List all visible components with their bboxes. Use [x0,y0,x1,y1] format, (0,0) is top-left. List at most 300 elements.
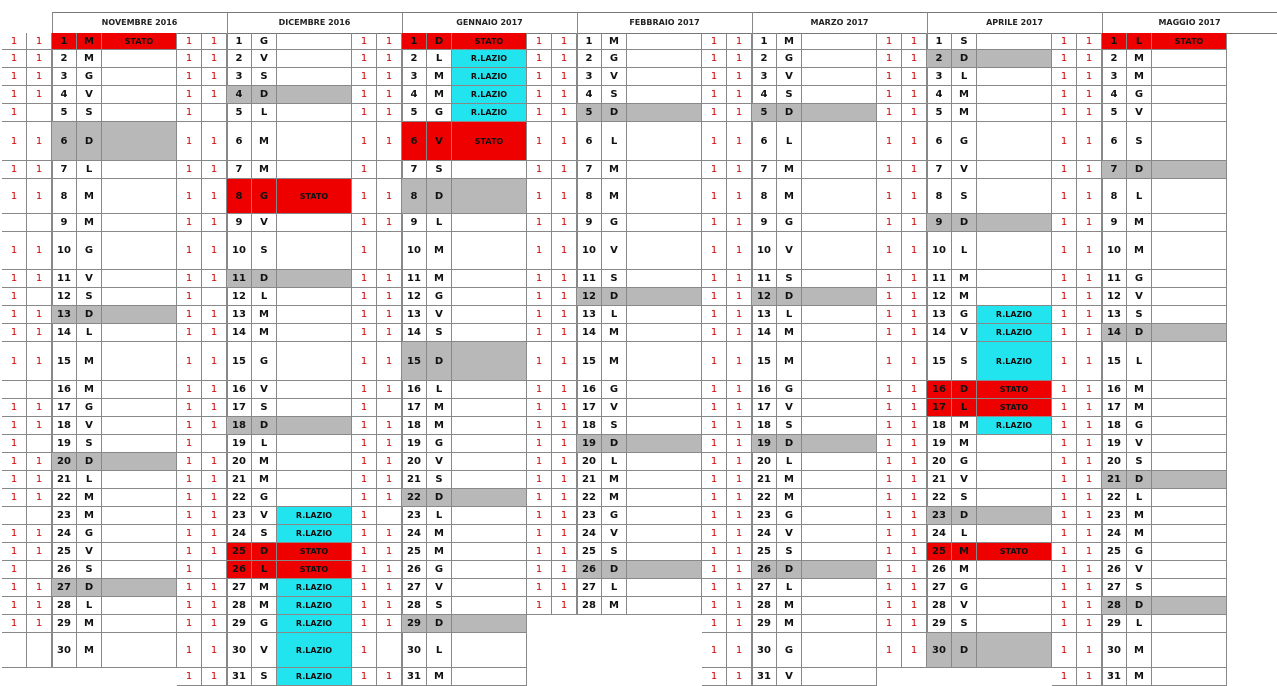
holiday-flag: 1 [177,525,202,543]
weekday-letter: V [777,399,802,417]
weekday-letter: M [427,525,452,543]
day-number: 9 [577,214,602,232]
holiday-flag: 1 [902,179,927,214]
weekday-letter: S [952,615,977,633]
holiday-flag: 1 [727,214,752,232]
holiday-flag: 1 [1077,399,1102,417]
day-number: 9 [402,214,427,232]
event-cell [452,342,527,381]
holiday-flag: 1 [727,381,752,399]
day-number: 7 [1102,161,1127,179]
day-number: 16 [577,381,602,399]
weekday-letter: D [952,633,977,668]
day-number: 10 [927,232,952,270]
holiday-flag: 1 [202,33,227,50]
event-cell [627,306,702,324]
holiday-flag: 1 [877,417,902,435]
holiday-flag: 1 [902,381,927,399]
weekday-letter: V [252,50,277,68]
holiday-flag: 1 [877,489,902,507]
weekday-letter: D [777,288,802,306]
holiday-flag: 1 [552,399,577,417]
event-cell [977,561,1052,579]
day-number: 22 [52,489,77,507]
holiday-flag: 1 [702,50,727,68]
weekday-letter: M [427,68,452,86]
weekday-letter: S [77,104,102,122]
holiday-flag: 1 [1077,543,1102,561]
day-number: 15 [52,342,77,381]
day-number: 29 [752,615,777,633]
event-cell [627,161,702,179]
event-cell [102,543,177,561]
day-number: 19 [927,435,952,453]
weekday-letter: V [952,471,977,489]
event-cell [102,435,177,453]
holiday-flag: 1 [202,489,227,507]
day-number: 15 [227,342,252,381]
weekday-letter: V [1127,435,1152,453]
holiday-flag: 1 [527,435,552,453]
holiday-flag: 1 [552,597,577,615]
holiday-flag: 1 [2,122,27,161]
holiday-flag: 1 [877,68,902,86]
weekday-letter: G [77,68,102,86]
weekday-letter: S [777,417,802,435]
holiday-flag: 1 [202,68,227,86]
event-cell [1152,633,1227,668]
holiday-flag: 1 [902,50,927,68]
holiday-flag: 1 [352,435,377,453]
holiday-flag: 1 [1052,179,1077,214]
holiday-flag: 1 [377,214,402,232]
holiday-flag: 1 [527,417,552,435]
holiday-flag: 1 [177,507,202,525]
holiday-flag: 1 [27,525,52,543]
weekday-letter: M [77,342,102,381]
weekday-letter: G [77,399,102,417]
day-number: 28 [227,597,252,615]
holiday-flag: 1 [202,668,227,686]
day-number: 22 [227,489,252,507]
holiday-flag: 1 [2,342,27,381]
holiday-flag: 1 [352,525,377,543]
weekday-letter: M [252,306,277,324]
weekday-letter: L [1127,179,1152,214]
day-number: 12 [52,288,77,306]
day-number: 18 [577,417,602,435]
weekday-letter: L [427,633,452,668]
weekday-letter: S [252,232,277,270]
day-number: 25 [577,543,602,561]
day-number: 4 [1102,86,1127,104]
weekday-letter: S [1127,453,1152,471]
weekday-letter: M [952,561,977,579]
holiday-flag: 1 [877,342,902,381]
holiday-flag: 1 [177,579,202,597]
holiday-flag: 1 [27,471,52,489]
weekday-letter: V [777,232,802,270]
holiday-event: R.LAZIO [277,525,352,543]
holiday-flag: 1 [552,489,577,507]
holiday-flag: 1 [177,342,202,381]
day-number: 10 [227,232,252,270]
event-cell [102,214,177,232]
weekday-letter: S [602,417,627,435]
holiday-flag: 1 [177,306,202,324]
holiday-flag: 1 [27,342,52,381]
holiday-event: R.LAZIO [452,68,527,86]
day-number: 29 [927,615,952,633]
holiday-event: STATO [452,33,527,50]
holiday-flag: 1 [1077,288,1102,306]
weekday-letter: V [77,417,102,435]
day-number: 4 [752,86,777,104]
weekday-letter: M [777,324,802,342]
holiday-flag: 1 [702,399,727,417]
weekday-letter: M [252,453,277,471]
day-number: 9 [52,214,77,232]
event-cell [977,50,1052,68]
holiday-flag: 1 [177,633,202,668]
weekday-letter: S [602,270,627,288]
holiday-flag: 1 [902,68,927,86]
event-cell [802,50,877,68]
holiday-flag: 1 [377,50,402,68]
holiday-event: STATO [977,399,1052,417]
event-cell [1152,597,1227,615]
holiday-event: R.LAZIO [277,597,352,615]
day-number: 19 [227,435,252,453]
day-number: 8 [927,179,952,214]
weekday-letter: M [602,324,627,342]
holiday-flag: 1 [377,86,402,104]
event-cell [802,68,877,86]
holiday-flag: 1 [727,453,752,471]
holiday-flag: 1 [902,306,927,324]
holiday-flag: 1 [702,161,727,179]
weekday-letter: L [77,161,102,179]
holiday-flag: 1 [902,417,927,435]
day-number: 4 [927,86,952,104]
event-cell [802,161,877,179]
holiday-flag: 1 [377,179,402,214]
event-cell [977,68,1052,86]
event-cell [627,68,702,86]
weekday-letter: D [777,561,802,579]
event-cell [977,453,1052,471]
holiday-flag: 1 [177,453,202,471]
day-number: 23 [52,507,77,525]
weekday-letter: L [777,579,802,597]
holiday-flag: 1 [2,68,27,86]
holiday-flag: 1 [27,86,52,104]
event-cell [452,453,527,471]
holiday-flag: 1 [202,214,227,232]
day-number: 1 [927,33,952,50]
event-cell [627,270,702,288]
day-number: 13 [577,306,602,324]
holiday-flag: 1 [352,453,377,471]
holiday-flag: 1 [1077,668,1102,686]
holiday-flag: 1 [902,288,927,306]
holiday-flag: 1 [377,579,402,597]
day-number: 10 [1102,232,1127,270]
day-number: 8 [577,179,602,214]
weekday-letter: M [77,615,102,633]
holiday-flag: 1 [727,306,752,324]
holiday-flag: 1 [902,597,927,615]
weekday-letter: M [952,104,977,122]
holiday-flag: 1 [902,561,927,579]
holiday-flag: 1 [702,381,727,399]
weekday-letter: L [602,579,627,597]
holiday-flag: 1 [552,50,577,68]
event-cell [277,104,352,122]
day-number: 20 [752,453,777,471]
holiday-flag [27,288,52,306]
holiday-flag: 1 [727,288,752,306]
event-cell [802,214,877,232]
holiday-flag: 1 [702,68,727,86]
event-cell [802,288,877,306]
holiday-flag: 1 [202,50,227,68]
weekday-letter: D [427,179,452,214]
weekday-letter: G [602,214,627,232]
day-number: 25 [1102,543,1127,561]
holiday-flag: 1 [1052,561,1077,579]
holiday-flag: 1 [552,471,577,489]
holiday-flag: 1 [527,381,552,399]
holiday-flag: 1 [177,489,202,507]
day-number: 28 [402,597,427,615]
holiday-flag [27,561,52,579]
holiday-flag: 1 [1077,270,1102,288]
day-number: 13 [752,306,777,324]
event-cell [1152,543,1227,561]
holiday-flag: 1 [202,324,227,342]
weekday-letter: G [777,633,802,668]
event-cell [1152,507,1227,525]
day-number: 28 [927,597,952,615]
day-number: 1 [52,33,77,50]
holiday-flag: 1 [1077,615,1102,633]
weekday-letter: G [602,507,627,525]
weekday-letter: G [77,232,102,270]
weekday-letter: M [77,507,102,525]
holiday-flag: 1 [2,417,27,435]
weekday-letter: L [77,471,102,489]
month-header: FEBBRAIO 2017 [577,12,752,34]
weekday-letter: L [427,507,452,525]
event-cell [277,33,352,50]
weekday-letter: L [777,122,802,161]
holiday-flag: 1 [1077,453,1102,471]
day-number: 16 [752,381,777,399]
holiday-flag: 1 [1052,507,1077,525]
holiday-flag: 1 [902,399,927,417]
holiday-flag: 1 [377,435,402,453]
holiday-flag: 1 [27,597,52,615]
holiday-event: STATO [977,381,1052,399]
holiday-flag [202,435,227,453]
weekday-letter: G [1127,86,1152,104]
day-number: 28 [1102,597,1127,615]
holiday-flag: 1 [702,417,727,435]
weekday-letter: M [77,33,102,50]
event-cell [1152,453,1227,471]
holiday-flag: 1 [727,417,752,435]
weekday-letter: M [1127,381,1152,399]
event-cell [1152,324,1227,342]
day-number: 4 [52,86,77,104]
event-cell [802,179,877,214]
holiday-flag: 1 [352,399,377,417]
holiday-flag: 1 [1052,306,1077,324]
weekday-letter: V [1127,104,1152,122]
holiday-flag: 1 [702,104,727,122]
weekday-letter: M [952,543,977,561]
holiday-flag: 1 [177,122,202,161]
weekday-letter: G [602,381,627,399]
holiday-flag: 1 [352,342,377,381]
holiday-flag: 1 [527,270,552,288]
weekday-letter: S [77,288,102,306]
holiday-flag: 1 [552,417,577,435]
weekday-letter: M [952,435,977,453]
weekday-letter: L [1127,33,1152,50]
holiday-event: STATO [977,543,1052,561]
holiday-flag: 1 [202,525,227,543]
event-cell [802,453,877,471]
holiday-flag: 1 [727,50,752,68]
holiday-flag: 1 [352,597,377,615]
day-number: 31 [402,668,427,686]
holiday-flag: 1 [902,543,927,561]
holiday-flag: 1 [877,214,902,232]
holiday-flag: 1 [902,489,927,507]
holiday-flag: 1 [727,324,752,342]
day-number: 2 [402,50,427,68]
day-number: 9 [1102,214,1127,232]
weekday-letter: S [252,399,277,417]
weekday-letter: G [777,50,802,68]
weekday-letter: V [427,122,452,161]
weekday-letter: G [252,342,277,381]
weekday-letter: M [1127,633,1152,668]
weekday-letter: M [1127,668,1152,686]
holiday-flag: 1 [702,33,727,50]
event-cell [1152,104,1227,122]
holiday-flag: 1 [902,324,927,342]
holiday-flag: 1 [1077,507,1102,525]
event-cell [627,288,702,306]
holiday-event: R.LAZIO [977,342,1052,381]
holiday-flag: 1 [1077,324,1102,342]
day-number: 18 [927,417,952,435]
holiday-flag: 1 [352,33,377,50]
holiday-flag: 1 [552,324,577,342]
holiday-flag: 1 [202,543,227,561]
holiday-flag: 1 [527,579,552,597]
holiday-flag: 1 [2,270,27,288]
holiday-flag: 1 [877,270,902,288]
event-cell [277,399,352,417]
weekday-letter: G [427,435,452,453]
event-cell [627,104,702,122]
holiday-flag: 1 [552,33,577,50]
event-cell [277,50,352,68]
weekday-letter: M [77,214,102,232]
holiday-flag: 1 [177,543,202,561]
day-number: 7 [227,161,252,179]
holiday-flag: 1 [177,668,202,686]
event-cell [452,179,527,214]
day-number: 18 [227,417,252,435]
day-number: 7 [402,161,427,179]
weekday-letter: S [602,543,627,561]
holiday-flag: 1 [552,525,577,543]
event-cell [452,561,527,579]
event-cell [102,399,177,417]
event-cell [977,161,1052,179]
event-cell [627,453,702,471]
event-cell [102,306,177,324]
day-number: 13 [927,306,952,324]
weekday-letter: D [602,104,627,122]
event-cell [277,232,352,270]
day-number: 7 [52,161,77,179]
holiday-flag: 1 [352,306,377,324]
holiday-flag: 1 [877,453,902,471]
holiday-flag: 1 [727,399,752,417]
day-number: 11 [402,270,427,288]
event-cell [277,381,352,399]
month-header: APRILE 2017 [927,12,1102,34]
weekday-letter: G [777,507,802,525]
weekday-letter: V [77,270,102,288]
holiday-flag [2,507,27,525]
holiday-flag: 1 [527,507,552,525]
event-cell [452,668,527,686]
holiday-flag: 1 [527,342,552,381]
day-number: 22 [402,489,427,507]
event-cell [627,179,702,214]
holiday-flag: 1 [377,306,402,324]
day-number: 20 [227,453,252,471]
event-cell [977,86,1052,104]
event-cell [277,288,352,306]
event-cell [627,86,702,104]
event-cell [452,471,527,489]
day-number: 19 [402,435,427,453]
event-cell [977,615,1052,633]
holiday-flag: 1 [177,50,202,68]
event-cell [102,86,177,104]
event-cell [277,342,352,381]
event-cell [277,270,352,288]
weekday-letter: M [777,161,802,179]
holiday-flag: 1 [552,453,577,471]
weekday-letter: L [777,306,802,324]
weekday-letter: M [77,179,102,214]
holiday-flag: 1 [1052,381,1077,399]
day-number: 9 [227,214,252,232]
event-cell [1152,381,1227,399]
weekday-letter: L [602,122,627,161]
event-cell [977,633,1052,668]
holiday-flag: 1 [1052,270,1077,288]
